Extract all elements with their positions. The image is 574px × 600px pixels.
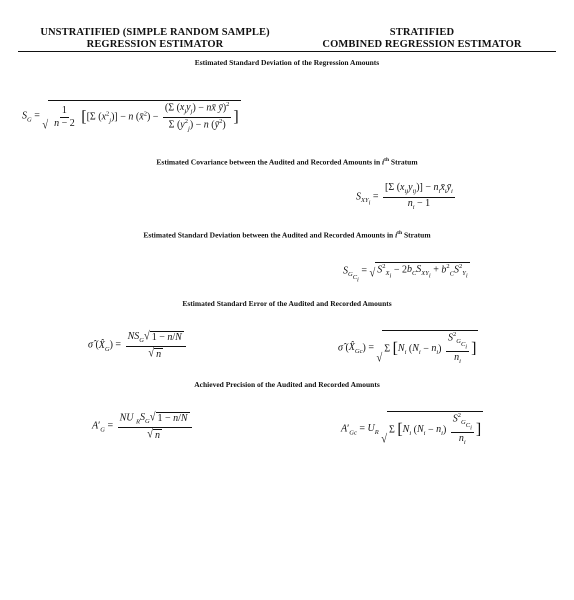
header-rule: [18, 51, 556, 52]
section-title-std-dev-regression: Estimated Standard Deviation of the Regression Amounts: [194, 58, 380, 67]
section-title-std-dev-stratum: Estimated Standard Deviation between the Audited and Recorded Amounts in $i^{th}$ Stratum: [143, 230, 431, 240]
formula-sxy: $S_{XY_i}$ = $\frac{[\Sigma (x_{ij}y_{ij})] - n_ix̄_iȳ_i}{n_i - 1}$: [356, 182, 453, 211]
header-left-line2: REGRESSION ESTIMATOR: [86, 39, 224, 50]
formula-sgc: $S_{G_{C_i}}$ = √ $S^2_{X_i} - 2b_CS_{XY_i} + b^2_CS^2_{Y_i}$: [343, 263, 468, 283]
header-right-line1: STRATIFIED: [389, 27, 455, 38]
formula-std-error-stratified: σ̂ $(X̂_{Gc})$ = √ Σ [$N_i$ $(N_i - n_i)$ $\frac{S^2_{G_{C_i}}}{n_i}$ ]: [338, 331, 477, 366]
formula-precision-unstratified: $A'_G$ = NU $_RS_G$ √ 1 − n/N √ n: [92, 412, 194, 441]
header-right-line2: COMBINED REGRESSION ESTIMATOR: [322, 39, 522, 50]
section-title-std-error: Estimated Standard Error of the Audited and Recorded Amounts: [182, 299, 392, 308]
section-title-achieved-precision: Achieved Precision of the Audited and Recorded Amounts: [194, 380, 380, 389]
section-title-covariance: Estimated Covariance between the Audited and Recorded Amounts in $i^{th}$ Stratum: [156, 157, 418, 167]
formula-sg: $S_G$ = √ $\frac{1}{n - 2}$ [[Σ $(x^2_j)] - n$ (x̄$^2$) − $\frac{(\Sigma (x_jy_j) - nx̄ ȳ)^2}{\Sigma (y^2_j) - n (ȳ^2)}$ ]: [22, 101, 239, 133]
formula-precision-stratified: $A'_{Gc} = U_R$ √ Σ [$N_i$ $(N_i - n_i)$ $\frac{S^2_{G_{C_i}}}{n_i}$ ]: [341, 412, 482, 447]
header-unstratified: [22, 27, 288, 51]
header-left-line1: UNSTRATIFIED (SIMPLE RANDOM SAMPLE): [40, 27, 270, 38]
header-stratified: [304, 27, 540, 51]
formula-std-error-unstratified: σ̂ $(X̂_G)$ = $NS_G$ √ 1 − n/N √ n: [88, 331, 188, 360]
